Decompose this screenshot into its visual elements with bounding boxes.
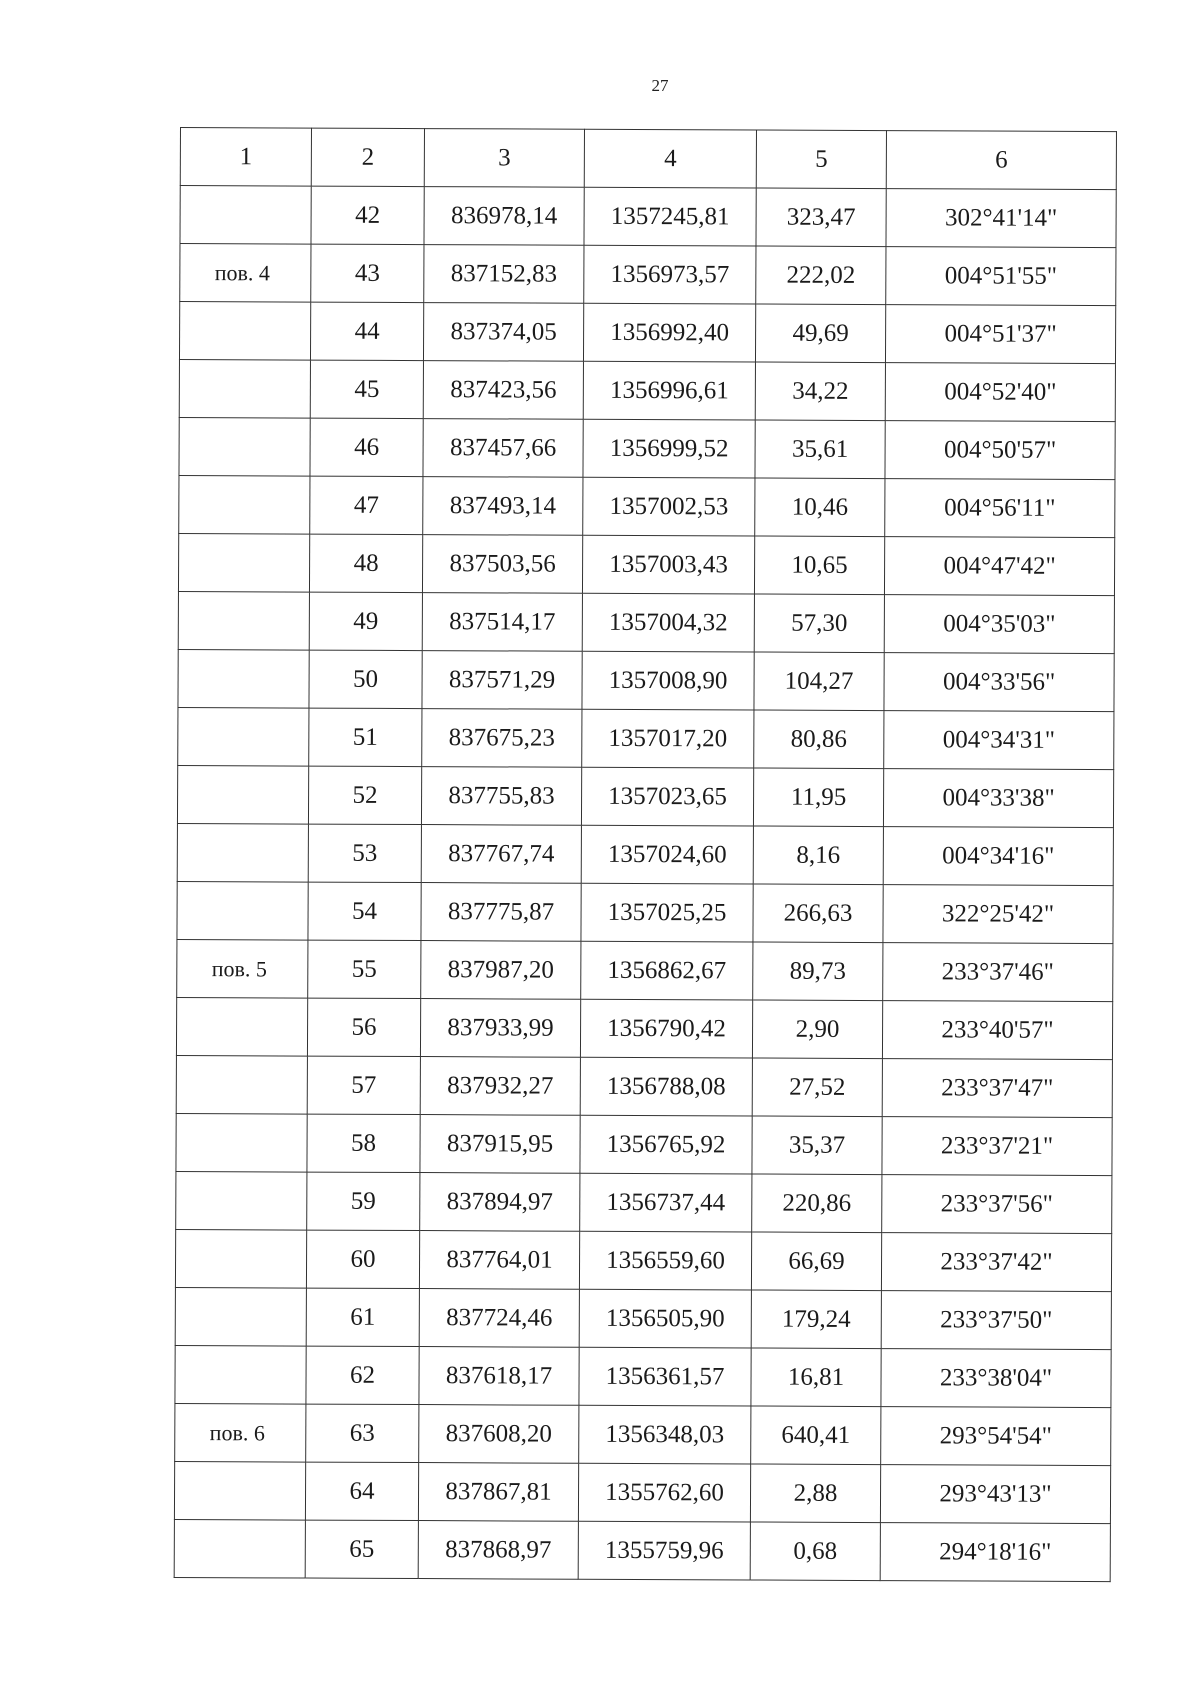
cell-coord-x: 837423,56 (423, 361, 583, 420)
cell-turn-label (175, 1345, 306, 1404)
cell-coord-x: 837618,17 (419, 1347, 579, 1406)
cell-point-number: 56 (307, 998, 420, 1056)
table-row (175, 1403, 1111, 1465)
table-row (178, 533, 1114, 595)
cell-coord-x: 837867,81 (418, 1463, 578, 1522)
cell-turn-label: пов. 4 (180, 244, 311, 303)
cell-distance: 10,65 (754, 536, 884, 595)
cell-point-number: 55 (308, 940, 421, 998)
table-row (176, 1171, 1112, 1233)
cell-point-number: 60 (306, 1230, 419, 1288)
cell-coord-x: 837764,01 (419, 1231, 579, 1290)
cell-coord-x: 837755,83 (421, 767, 581, 826)
cell-coord-x: 837503,56 (422, 535, 582, 594)
cell-bearing: 004°33'38" (883, 769, 1113, 828)
cell-point-number: 48 (309, 534, 422, 592)
cell-bearing: 004°51'37" (885, 305, 1115, 364)
cell-bearing: 233°40'57" (882, 1001, 1112, 1060)
cell-distance: 323,47 (756, 188, 886, 247)
cell-distance: 2,88 (750, 1464, 880, 1523)
table-row (176, 1055, 1112, 1117)
cell-turn-label (179, 417, 310, 476)
cell-turn-label (180, 186, 311, 245)
cell-coord-y: 1356999,52 (583, 419, 755, 478)
cell-coord-y: 1355762,60 (578, 1463, 750, 1522)
cell-bearing: 004°51'55" (886, 247, 1116, 306)
cell-coord-y: 1357023,65 (581, 767, 753, 826)
cell-coord-y: 1356862,67 (581, 941, 753, 1000)
cell-coord-y: 1357004,32 (582, 593, 754, 652)
cell-coord-x: 837724,46 (419, 1289, 579, 1348)
cell-coord-y: 1356505,90 (579, 1289, 751, 1348)
cell-point-number: 51 (309, 708, 422, 766)
cell-distance: 220,86 (752, 1174, 882, 1233)
cell-coord-x: 836978,14 (424, 187, 584, 246)
table-row (174, 1461, 1110, 1523)
cell-distance: 266,63 (753, 884, 883, 943)
cell-distance: 8,16 (753, 826, 883, 885)
cell-coord-y: 1357245,81 (584, 187, 756, 246)
cell-bearing: 233°37'50" (881, 1291, 1111, 1350)
table-row (179, 302, 1115, 364)
cell-turn-label: пов. 5 (177, 939, 308, 998)
cell-coord-y: 1356765,92 (580, 1115, 752, 1174)
cell-bearing: 004°47'42" (884, 537, 1114, 596)
cell-turn-label (176, 1055, 307, 1114)
cell-coord-y: 1356973,57 (584, 245, 756, 304)
cell-coord-y: 1357003,43 (582, 535, 754, 594)
cell-bearing: 322°25'42" (883, 885, 1113, 944)
cell-turn-label (179, 302, 310, 361)
cell-point-number: 49 (309, 592, 422, 650)
cell-coord-y: 1355759,96 (578, 1521, 750, 1580)
table-row (177, 823, 1113, 885)
cell-coord-x: 837374,05 (423, 303, 583, 362)
table-row (177, 765, 1113, 827)
cell-point-number: 64 (305, 1462, 418, 1520)
cell-coord-x: 837767,74 (421, 825, 581, 884)
cell-point-number: 59 (307, 1172, 420, 1230)
cell-coord-y: 1357008,90 (582, 651, 754, 710)
cell-distance: 49,69 (755, 304, 885, 363)
cell-point-number: 50 (309, 650, 422, 708)
cell-coord-x: 837894,97 (420, 1173, 580, 1232)
cell-coord-y: 1357025,25 (581, 883, 753, 942)
column-header-4: 4 (584, 129, 756, 188)
table-header-row (180, 128, 1116, 190)
cell-bearing: 004°34'31" (884, 711, 1114, 770)
cell-coord-y: 1356992,40 (583, 303, 755, 362)
table-row (177, 881, 1113, 943)
cell-turn-label (176, 1113, 307, 1172)
cell-distance: 57,30 (754, 594, 884, 653)
cell-distance: 89,73 (753, 942, 883, 1001)
cell-coord-y: 1356348,03 (579, 1405, 751, 1464)
cell-turn-label (175, 1229, 306, 1288)
cell-point-number: 52 (308, 766, 421, 824)
cell-turn-label (179, 475, 310, 534)
cell-coord-x: 837608,20 (419, 1405, 579, 1464)
cell-coord-x: 837987,20 (421, 941, 581, 1000)
cell-distance: 222,02 (756, 246, 886, 305)
cell-coord-y: 1357002,53 (583, 477, 755, 536)
cell-turn-label (174, 1519, 305, 1578)
cell-bearing: 293°43'13" (880, 1465, 1110, 1524)
cell-turn-label (174, 1461, 305, 1520)
cell-coord-x: 837571,29 (422, 651, 582, 710)
cell-coord-y: 1357024,60 (581, 825, 753, 884)
column-header-5: 5 (756, 130, 886, 189)
cell-coord-x: 837457,66 (423, 419, 583, 478)
cell-bearing: 302°41'14" (886, 189, 1116, 248)
cell-bearing: 233°37'21" (882, 1117, 1112, 1176)
cell-distance: 104,27 (754, 652, 884, 711)
cell-turn-label (176, 1171, 307, 1230)
cell-distance: 0,68 (750, 1522, 880, 1581)
cell-coord-x: 837493,14 (423, 477, 583, 536)
cell-point-number: 45 (310, 360, 423, 418)
cell-point-number: 62 (306, 1346, 419, 1404)
cell-point-number: 58 (307, 1114, 420, 1172)
cell-bearing: 233°37'56" (882, 1175, 1112, 1234)
cell-distance: 35,37 (752, 1116, 882, 1175)
table-row (178, 591, 1114, 653)
cell-distance: 35,61 (755, 420, 885, 479)
table-row (176, 1113, 1112, 1175)
cell-bearing: 293°54'54" (881, 1407, 1111, 1466)
cell-point-number: 53 (308, 824, 421, 882)
table-row (180, 186, 1116, 248)
column-header-2: 2 (311, 128, 424, 186)
cell-bearing: 294°18'16" (880, 1523, 1110, 1582)
cell-bearing: 004°52'40" (885, 363, 1115, 422)
cell-point-number: 44 (310, 302, 423, 360)
cell-coord-y: 1356559,60 (579, 1231, 751, 1290)
cell-coord-y: 1356790,42 (580, 999, 752, 1058)
cell-coord-x: 837915,95 (420, 1115, 580, 1174)
cell-turn-label (177, 823, 308, 882)
cell-distance: 179,24 (751, 1290, 881, 1349)
cell-coord-y: 1356996,61 (583, 361, 755, 420)
cell-turn-label (178, 591, 309, 650)
table-row (179, 417, 1115, 479)
cell-coord-x: 837514,17 (422, 593, 582, 652)
cell-point-number: 61 (306, 1288, 419, 1346)
cell-coord-x: 837775,87 (421, 883, 581, 942)
cell-point-number: 43 (311, 244, 424, 302)
cell-point-number: 57 (307, 1056, 420, 1114)
cell-distance: 34,22 (755, 362, 885, 421)
cell-bearing: 004°35'03" (884, 595, 1114, 654)
table-row (179, 359, 1115, 421)
column-header-1: 1 (180, 128, 311, 187)
cell-coord-x: 837152,83 (424, 245, 584, 304)
table-row (175, 1345, 1111, 1407)
cell-distance: 27,52 (752, 1058, 882, 1117)
cell-bearing: 233°37'47" (882, 1059, 1112, 1118)
cell-point-number: 65 (305, 1520, 418, 1578)
cell-coord-y: 1356737,44 (580, 1173, 752, 1232)
page-number: 27 (651, 76, 669, 95)
table-container (174, 127, 1117, 1582)
column-header-6: 6 (886, 131, 1116, 190)
cell-bearing: 233°38'04" (881, 1349, 1111, 1408)
table-row (178, 707, 1114, 769)
table-row (178, 649, 1114, 711)
cell-turn-label: пов. 6 (175, 1403, 306, 1462)
table-row (175, 1229, 1111, 1291)
cell-bearing: 233°37'46" (883, 943, 1113, 1002)
table-row (174, 1519, 1110, 1581)
table-row (176, 997, 1112, 1059)
cell-turn-label (179, 359, 310, 418)
cell-distance: 2,90 (752, 1000, 882, 1059)
cell-point-number: 63 (306, 1404, 419, 1462)
cell-bearing: 004°34'16" (883, 827, 1113, 886)
table-body (174, 186, 1116, 1582)
cell-turn-label (177, 881, 308, 940)
cell-coord-y: 1357017,20 (582, 709, 754, 768)
cell-turn-label (176, 997, 307, 1056)
table-row (180, 244, 1116, 306)
cell-turn-label (178, 649, 309, 708)
table-row (179, 475, 1115, 537)
cell-bearing: 233°37'42" (881, 1233, 1111, 1292)
cell-point-number: 54 (308, 882, 421, 940)
cell-turn-label (178, 707, 309, 766)
table-row (175, 1287, 1111, 1349)
coordinates-table (174, 127, 1117, 1582)
cell-distance: 80,86 (754, 710, 884, 769)
cell-distance: 66,69 (751, 1232, 881, 1291)
cell-coord-y: 1356361,57 (579, 1347, 751, 1406)
table-row (177, 939, 1113, 1001)
cell-coord-x: 837932,27 (420, 1057, 580, 1116)
cell-coord-x: 837933,99 (420, 999, 580, 1058)
cell-coord-x: 837868,97 (418, 1521, 578, 1580)
cell-turn-label (177, 765, 308, 824)
cell-point-number: 47 (310, 476, 423, 534)
cell-coord-y: 1356788,08 (580, 1057, 752, 1116)
cell-distance: 11,95 (753, 768, 883, 827)
cell-distance: 10,46 (755, 478, 885, 537)
cell-point-number: 42 (311, 186, 424, 244)
cell-bearing: 004°50'57" (885, 421, 1115, 480)
cell-bearing: 004°33'56" (884, 653, 1114, 712)
cell-coord-x: 837675,23 (422, 709, 582, 768)
cell-bearing: 004°56'11" (885, 479, 1115, 538)
cell-distance: 640,41 (751, 1406, 881, 1465)
cell-distance: 16,81 (751, 1348, 881, 1407)
cell-turn-label (175, 1287, 306, 1346)
column-header-3: 3 (424, 129, 584, 188)
cell-point-number: 46 (310, 418, 423, 476)
cell-turn-label (178, 533, 309, 592)
